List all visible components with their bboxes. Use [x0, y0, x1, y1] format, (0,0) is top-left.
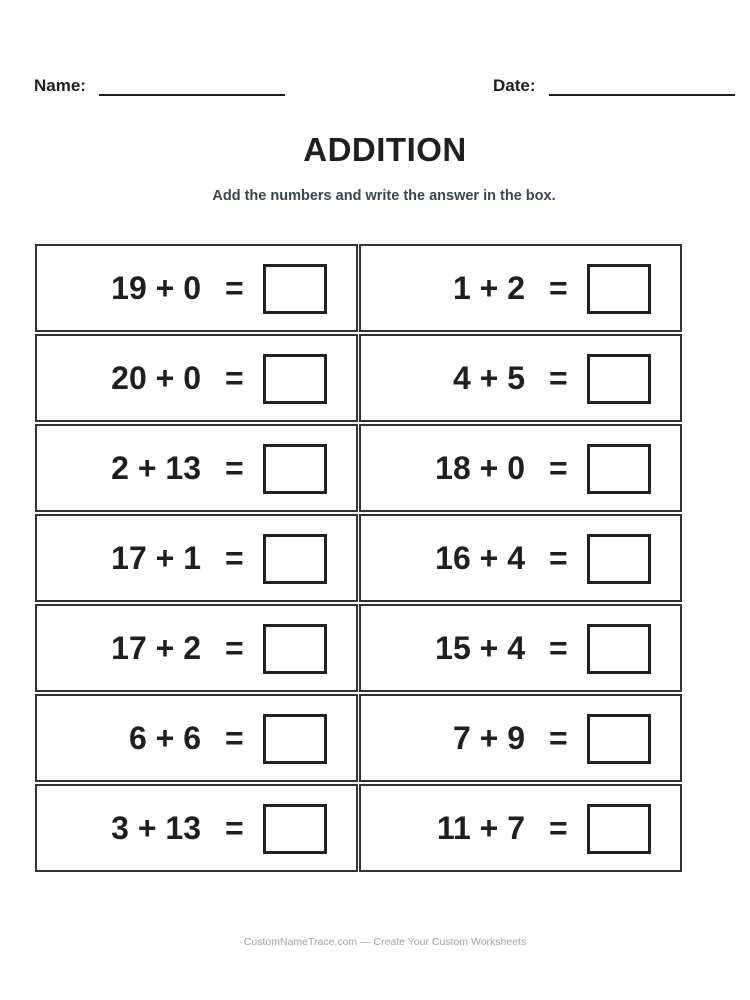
problem-expression: 20 + 0: [111, 360, 201, 396]
equals-sign: =: [549, 810, 568, 846]
problem-cell: [35, 244, 358, 332]
date-label: Date:: [493, 76, 536, 95]
problem-cell: [359, 604, 682, 692]
problem-expression: 16 + 4: [435, 540, 525, 576]
answer-box[interactable]: [263, 714, 327, 764]
answer-box[interactable]: [587, 714, 651, 764]
problem-cell: [359, 244, 682, 332]
problem-expression: 7 + 9: [452, 720, 525, 756]
answer-box[interactable]: [587, 354, 651, 404]
answer-box[interactable]: [263, 534, 327, 584]
answer-box[interactable]: [587, 624, 651, 674]
worksheet-title: ADDITION: [303, 131, 467, 168]
problem-cell: [35, 604, 358, 692]
answer-box[interactable]: [587, 264, 651, 314]
problem-expression: 17 + 1: [111, 540, 201, 576]
problem-cell: [359, 334, 682, 422]
name-field: [34, 76, 285, 96]
problem-cell: [35, 334, 358, 422]
problem-expression: 1 + 2: [452, 270, 525, 306]
answer-box[interactable]: [263, 354, 327, 404]
problem-cell: [35, 784, 358, 872]
answer-box[interactable]: [587, 804, 651, 854]
answer-box[interactable]: [263, 444, 327, 494]
answer-box[interactable]: [263, 264, 327, 314]
problem-expression: 17 + 2: [111, 630, 201, 666]
equals-sign: =: [225, 540, 244, 576]
equals-sign: =: [549, 540, 568, 576]
problem-expression: 6 + 6: [128, 720, 201, 756]
problem-expression: 4 + 5: [452, 360, 525, 396]
problem-expression: 2 + 13: [111, 450, 201, 486]
problem-cell: [359, 424, 682, 512]
problem-cell: [359, 784, 682, 872]
problem-expression: 19 + 0: [111, 270, 201, 306]
problem-grid: [35, 244, 682, 872]
equals-sign: =: [549, 630, 568, 666]
equals-sign: =: [225, 810, 244, 846]
equals-sign: =: [225, 360, 244, 396]
problem-cell: [359, 514, 682, 602]
equals-sign: =: [225, 270, 244, 306]
equals-sign: =: [225, 630, 244, 666]
equals-sign: =: [549, 360, 568, 396]
problem-cell: [35, 694, 358, 782]
equals-sign: =: [225, 450, 244, 486]
equals-sign: =: [549, 720, 568, 756]
date-field: [493, 76, 735, 96]
equals-sign: =: [225, 720, 244, 756]
problem-cell: [359, 694, 682, 782]
answer-box[interactable]: [587, 534, 651, 584]
problem-expression: 18 + 0: [435, 450, 525, 486]
equals-sign: =: [549, 270, 568, 306]
problem-cell: [35, 424, 358, 512]
date-write-line[interactable]: [549, 80, 735, 96]
problem-expression: 15 + 4: [435, 630, 525, 666]
name-write-line[interactable]: [99, 80, 285, 96]
problem-expression: 11 + 7: [436, 810, 525, 846]
footer-credit: CustomNameTrace.com — Create Your Custom Worksheets: [243, 936, 527, 948]
answer-box[interactable]: [263, 804, 327, 854]
problem-expression: 3 + 13: [111, 810, 201, 846]
name-label: Name:: [34, 76, 86, 95]
equals-sign: =: [549, 450, 568, 486]
answer-box[interactable]: [263, 624, 327, 674]
worksheet-instructions: Add the numbers and write the answer in the box.: [212, 188, 556, 204]
problem-cell: [35, 514, 358, 602]
answer-box[interactable]: [587, 444, 651, 494]
